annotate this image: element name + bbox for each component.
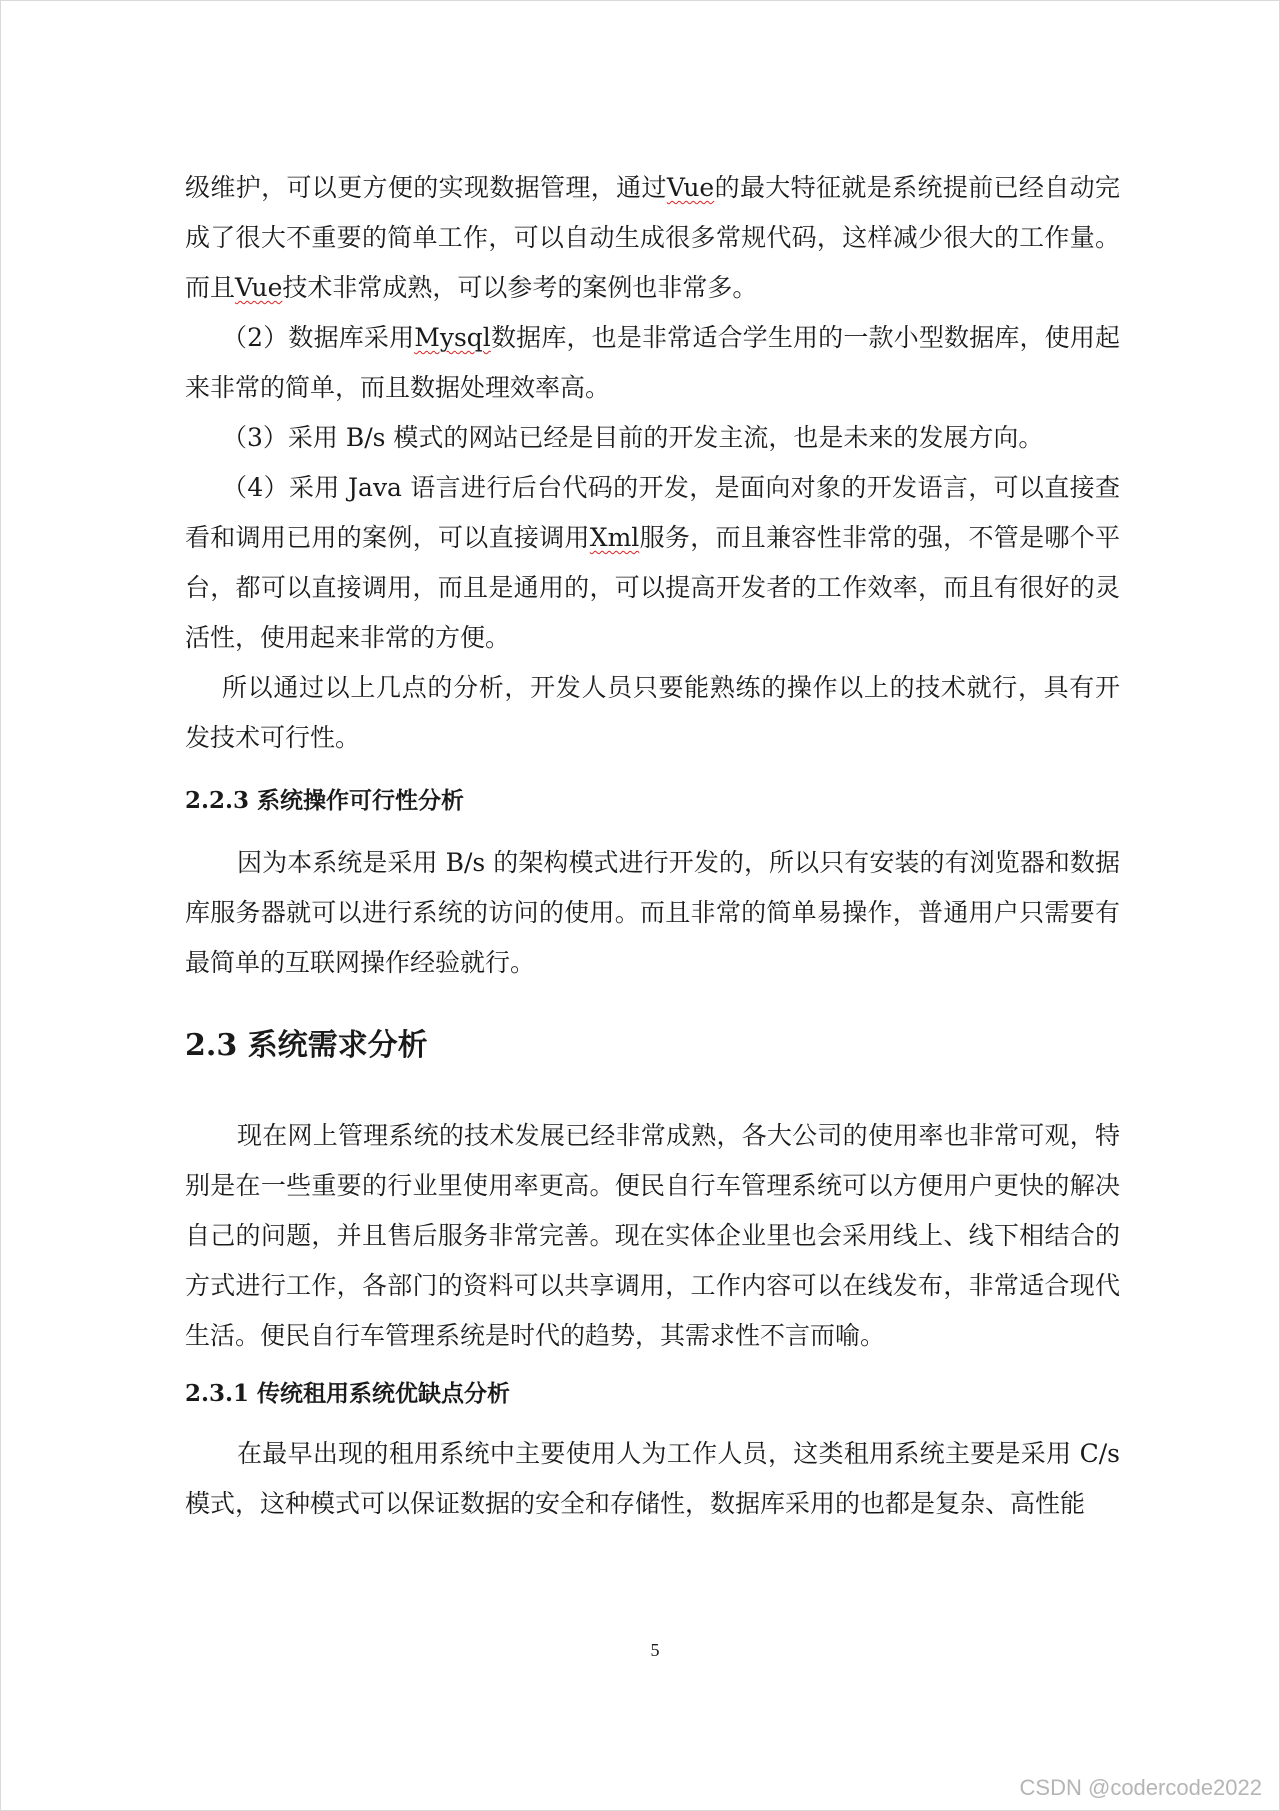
text: 数据库，也是非常适合学生用的一款小型数据库，使用起来非常的简单，而且数据处理效率高。	[185, 323, 1120, 402]
paragraph-operation: 因为本系统是采用 B/s 的架构模式进行开发的，所以只有安装的有浏览器和数据库服务器就可以进行系统的访问的使用。而且非常的简单易操作，普通用户只需要有最简单的互联网操作经验就行。	[185, 848, 1120, 977]
paragraph-java	[185, 463, 1120, 663]
text: 服务，而且兼容性非常的强，不管是哪个平台，都可以直接调用，而且是通用的，可以提高开发者的工作效率，而且有很好的灵活性，使用起来非常的方便。	[185, 523, 1120, 652]
text: 的最大特征就是系统提前已经自动完成了很大不重要的简单工作，可以自动生成很多常规代码，这样减少很大的工作量。而且	[185, 173, 1120, 302]
paragraph-traditional: 在最早出现的租用系统中主要使用人为工作人员，这类租用系统主要是采用 C/s 模式，这种模式可以保证数据的安全和存储性，数据库采用的也都是复杂、高性能	[185, 1439, 1120, 1518]
heading-2-3: 2.3 系统需求分析	[185, 1028, 428, 1063]
paragraph-requirements: 现在网上管理系统的技术发展已经非常成熟，各大公司的使用率也非常可观，特别是在一些重要的行业里使用率更高。便民自行车管理系统可以方便用户更快的解决自己的问题，并且售后服务非常完善。现在实体企业里也会采用线上、线下相结合的方式进行工作，各部门的资料可以共享调用，工作内容可以在线发布，非常适合现代生活。便民自行车管理系统是时代的趋势，其需求性不言而喻。	[185, 1121, 1120, 1350]
text: （2）数据库采用	[222, 323, 415, 352]
spellcheck-term: Mysql	[414, 323, 491, 352]
text: 级维护，可以更方便的实现数据管理，通过	[185, 173, 667, 202]
document-body	[185, 163, 1120, 1529]
paragraph-summary: 所以通过以上几点的分析，开发人员只要能熟练的操作以上的技术就行，具有开发技术可行性。	[185, 673, 1120, 752]
spellcheck-term: Vue	[666, 173, 715, 202]
heading-2-3-1: 2.3.1 传统租用系统优缺点分析	[185, 1380, 511, 1407]
heading-2-2-3: 2.2.3 系统操作可行性分析	[185, 787, 465, 814]
text: 技术非常成熟，可以参考的案例也非常多。	[282, 273, 758, 302]
watermark: CSDN @codercode2022	[1019, 1775, 1262, 1800]
paragraph-bs: （3）采用 B/s 模式的网站已经是目前的开发主流，也是未来的发展方向。	[222, 423, 1044, 452]
paragraph-vue	[185, 163, 1120, 313]
text: （4）采用 Java 语言进行后台代码的开发，是面向对象的开发语言，可以直接查看和调用已用的案例，可以直接调用	[185, 473, 1120, 552]
paragraph-mysql	[185, 313, 1120, 413]
spellcheck-term: Vue	[235, 273, 283, 302]
page-number: 5	[650, 1640, 660, 1660]
spellcheck-term: Xml	[589, 523, 640, 552]
